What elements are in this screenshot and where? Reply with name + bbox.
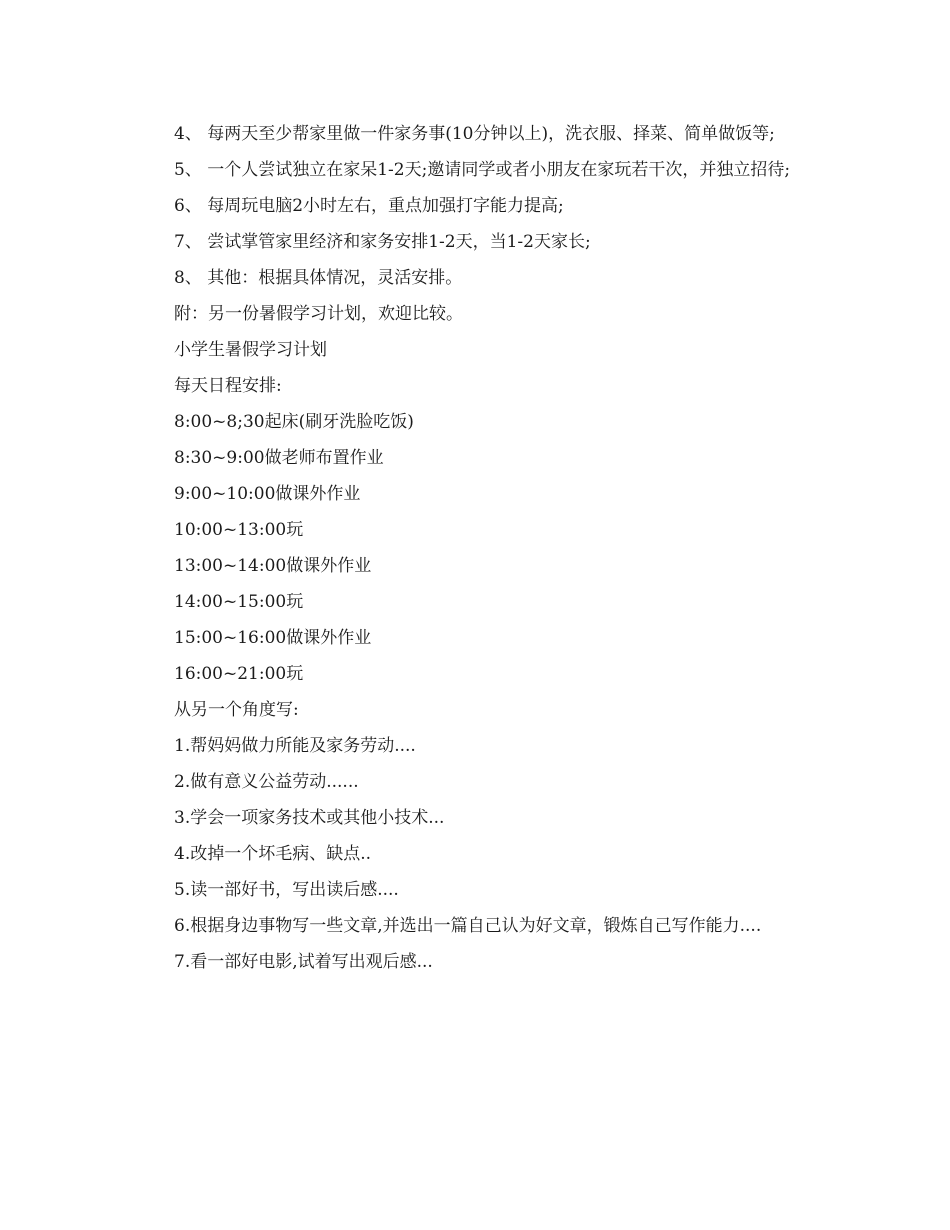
paragraph-computer: 6、 每周玩电脑2小时左右，重点加强打字能力提高; xyxy=(174,196,564,216)
list-item: 7.看一部好电影,试着写出观后感... xyxy=(174,952,433,972)
schedule-item: 8:30~9:00做老师布置作业 xyxy=(174,448,384,468)
schedule-item: 8:00~8;30起床(刷牙洗脸吃饭) xyxy=(174,412,414,432)
list-item: 5.读一部好书，写出读后感.... xyxy=(174,880,399,900)
schedule-item: 14:00~15:00玩 xyxy=(174,592,304,612)
list-item: 4.改掉一个坏毛病、缺点.. xyxy=(174,844,372,864)
document-body xyxy=(139,116,811,980)
paragraph-other: 8、 其他：根据具体情况，灵活安排。 xyxy=(174,268,463,288)
list-item: 2.做有意义公益劳动...... xyxy=(174,772,359,792)
alt-angle-heading: 从另一个角度写: xyxy=(174,700,299,720)
schedule-item: 10:00~13:00玩 xyxy=(174,520,304,540)
list-item: 6.根据身边事物写一些文章,并选出一篇自己认为好文章，锻炼自己写作能力.... xyxy=(174,916,762,936)
list-item: 3.学会一项家务技术或其他小技术... xyxy=(174,808,445,828)
schedule-heading: 每天日程安排: xyxy=(174,376,282,396)
schedule-item: 15:00~16:00做课外作业 xyxy=(174,628,372,648)
schedule-item: 9:00~10:00做课外作业 xyxy=(174,484,361,504)
paragraph-chores: 4、 每两天至少帮家里做一件家务事(10分钟以上)，洗衣服、择菜、简单做饭等; xyxy=(174,124,775,144)
list-item: 1.帮妈妈做力所能及家务劳动.... xyxy=(174,736,416,756)
paragraph-appendix-note: 附：另一份暑假学习计划，欢迎比较。 xyxy=(174,304,463,324)
section-title: 小学生暑假学习计划 xyxy=(174,340,327,360)
paragraph-household-manager: 7、 尝试掌管家里经济和家务安排1-2天，当1-2天家长; xyxy=(174,232,591,252)
paragraph-independence: 5、 一个人尝试独立在家呆1-2天;邀请同学或者小朋友在家玩若干次，并独立招待; xyxy=(174,160,791,180)
schedule-item: 13:00~14:00做课外作业 xyxy=(174,556,372,576)
schedule-item: 16:00~21:00玩 xyxy=(174,664,304,684)
